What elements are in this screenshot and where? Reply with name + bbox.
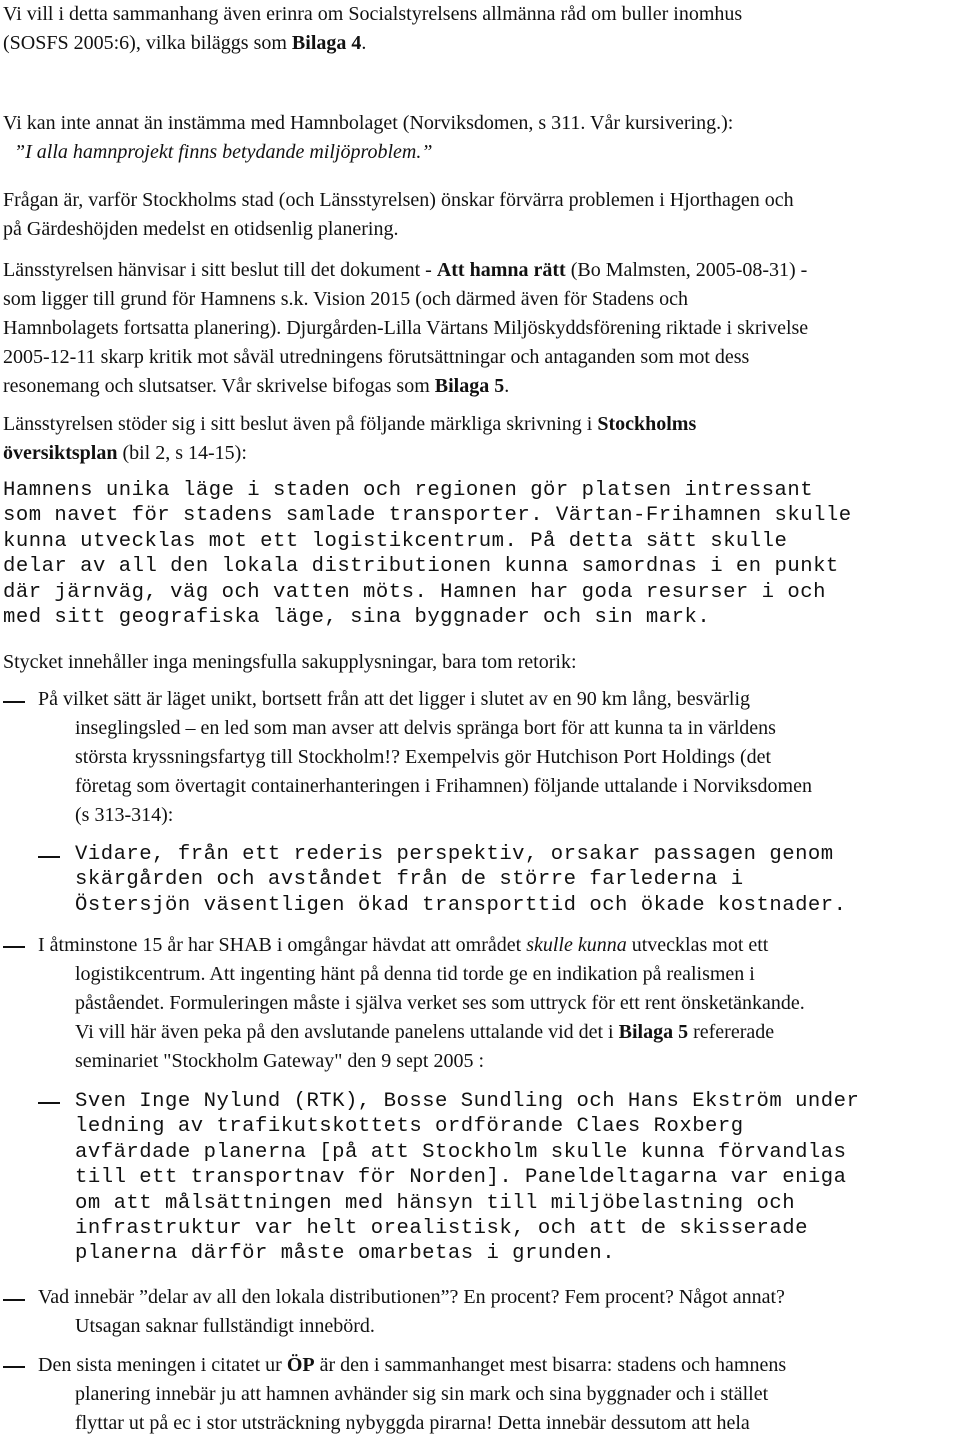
bullet-distribution (3, 1283, 948, 1341)
text-line: där järnväg, väg och vatten möts. Hamnen har goda resurser i och (3, 580, 826, 604)
paragraph-retorik: Stycket innehåller inga meningsfulla sakupplysningar, bara tom retorik: (3, 651, 577, 673)
text-line: Frågan är, varför Stockholms stad (och Länsstyrelsen) önskar förvärra problemen i Hjorthagen och (3, 189, 794, 211)
text-line: infrastruktur var helt orealistisk, och att de skisserade (75, 1217, 808, 1241)
text-line: Länsstyrelsen hänvisar i sitt beslut till det dokument - Att hamna rätt (Bo Malmsten, 2005-08-31) - (3, 259, 808, 281)
text-line: företag som övertagit containerhanteringen i Frihamnen) följande uttalande i Norviksdomen (75, 775, 812, 797)
paragraph-oversiktsplan (3, 410, 948, 468)
bullet-op (3, 1351, 948, 1436)
bullet-shab (3, 931, 948, 1076)
paragraph-lansstyrelsen (3, 256, 948, 401)
paragraph-buller (3, 0, 948, 58)
text-line: Länsstyrelsen stöder sig i sitt beslut även på följande märkliga skrivning i Stockholms (3, 413, 697, 435)
text-line: Sven Inge Nylund (RTK), Bosse Sundling och Hans Ekström under (75, 1090, 860, 1113)
text-line: som navet för stadens samlade transporter. Värtan-Frihamnen skulle (3, 504, 852, 528)
quote-norviksdomen (75, 842, 847, 918)
text-line: Den sista meningen i citatet ur ÖP är den i sammanhanget mest bisarra: stadens och hamnens (38, 1354, 787, 1376)
text-line: Östersjön väsentligen ökad transporttid och ökade kostnader. (75, 893, 847, 917)
text-line: till ett transportnav för Norden]. Paneldeltagarna var eniga (75, 1166, 847, 1190)
text-line: (SOSFS 2005:6), vilka biläggs som Bilaga 4. (3, 32, 367, 54)
text-line: På vilket sätt är läget unikt, bortsett från att det ligger i slutet av en 90 km lång, besvärlig (38, 688, 751, 710)
text-line: Hamnbolagets fortsatta planering). Djurgården-Lilla Värtans Miljöskyddsförening riktade i skrivelse (3, 317, 809, 339)
text-line: logistikcentrum. Att ingenting hänt på denna tid torde ge en indikation på realismen i (75, 963, 755, 985)
paragraph-fragan (3, 186, 948, 244)
text-line: Vi vill här även peka på den avslutande panelens uttalande vid det i Bilaga 5 refererade (75, 1021, 775, 1043)
text-line: planering innebär ju att hamnen avhänder sig sin mark och sina byggnader och i stället (75, 1383, 769, 1405)
text-line: delar av all den lokala distributionen kunna samordnas i en punkt (3, 555, 839, 579)
text-line: Vidare, från ett rederis perspektiv, orsakar passagen genom (75, 843, 834, 866)
text-line: 2005-12-11 skarp kritik mot såväl utredningens förutsättningar och antaganden som mot dess (3, 346, 750, 368)
paragraph-instamma: Vi kan inte annat än instämma med Hamnbolaget (Norviksdomen, s 311. Vår kursivering.): (3, 112, 734, 134)
text-line: resonemang och slutsatser. Vår skrivelse bifogas som Bilaga 5. (3, 375, 510, 397)
text-line: seminariet "Stockholm Gateway" den 9 sept 2005 : (75, 1050, 485, 1072)
bullet-dash (38, 1102, 60, 1104)
text-line: med sitt geografiska läge, sina byggnader och sin mark. (3, 606, 711, 630)
text-line: Hamnens unika läge i staden och regionen gör platsen intressant (3, 479, 814, 502)
text-line: inseglingsled – en led som man avser att delvis spränga bort för att kunna ta in världens (75, 717, 776, 739)
bullet-unikt (3, 685, 948, 830)
text-line: största kryssningsfartyg till Stockholm!? Exempelvis gör Hutchison Port Holdings (det (75, 746, 772, 768)
italic-quote: ”I alla hamnprojekt finns betydande miljöproblem.” (14, 141, 433, 163)
text-line: Utsagan saknar fullständigt innebörd. (75, 1315, 375, 1337)
text-line: kunna utvecklas mot ett logistikcentrum. På detta sätt skulle (3, 529, 788, 553)
text-line: avfärdade planerna [på att Stockholm skulle kunna förvandlas (75, 1140, 847, 1164)
text-line: översiktsplan (bil 2, s 14-15): (3, 442, 247, 464)
quote-oversiktsplan (3, 478, 852, 630)
text-line: Vad innebär ”delar av all den lokala distributionen”? En procent? Fem procent? Något annat? (38, 1286, 785, 1308)
text-line: om att målsättningen med hänsyn till miljöbelastning och (75, 1191, 796, 1215)
bullet-dash (38, 856, 60, 858)
text-line: planerna därför måste omarbetas i grunden. (75, 1242, 616, 1266)
text-line: som ligger till grund för Hamnens s.k. Vision 2015 (och därmed även för Stadens och (3, 288, 688, 310)
text-line: (s 313-314): (75, 804, 174, 826)
text-line: Vi vill i detta sammanhang även erinra om Socialstyrelsens allmänna råd om buller inomhus (3, 3, 743, 25)
text-line: skärgården och avståndet från de större farlederna i (75, 868, 744, 892)
quote-seminariet (75, 1089, 859, 1267)
text-line: påståendet. Formuleringen måste i själva verket ses som uttryck för ett rent önsketänkande. (75, 992, 805, 1014)
text-line: på Gärdeshöjden medelst en otidsenlig planering. (3, 218, 399, 240)
text-line: ledning av trafikutskottets ordförande Claes Roxberg (75, 1115, 744, 1139)
text-line: I åtminstone 15 år har SHAB i omgångar hävdat att området skulle kunna utvecklas mot ett (38, 934, 769, 956)
text-line: flyttar ut på ec i stor utsträckning nybyggda pirarna! Detta innebär dessutom att hela (75, 1412, 750, 1434)
